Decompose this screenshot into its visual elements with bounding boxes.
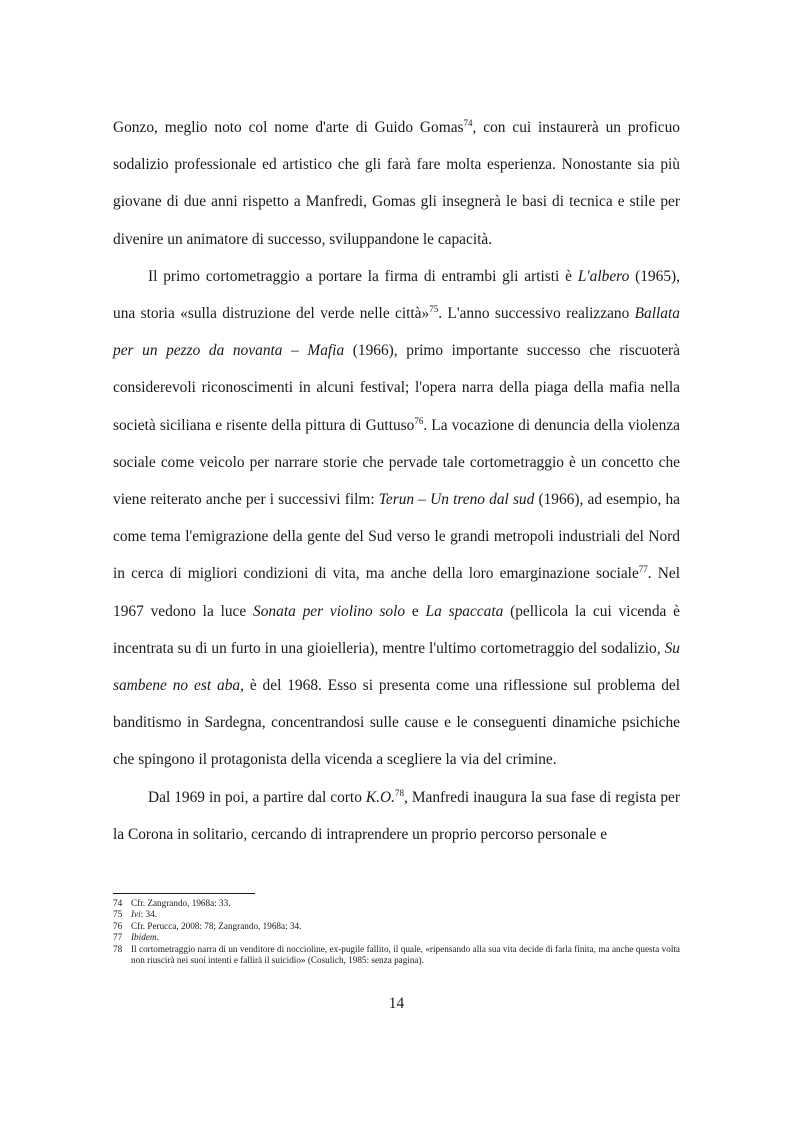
italic-text: Su sambene no est aba bbox=[113, 639, 680, 695]
footnote bbox=[113, 898, 680, 909]
text-run: (1966), primo importante successo che riscuoterà considerevoli riconoscimenti in alcuni festival; l'opera narra della piaga della mafia nella società siciliana e risente della pittura di Guttuso bbox=[113, 342, 680, 434]
footnote bbox=[113, 921, 680, 932]
paragraph bbox=[113, 109, 680, 258]
footnote-number: 78 bbox=[113, 943, 123, 954]
text-run: , è del 1968. Esso si presenta come una riflessione sul problema del banditismo in Sardegna, concentrandosi sulle cause e le conseguenti dinamiche psichiche che spingono il protagonista della vicenda a scegliere la via del crimine. bbox=[113, 677, 680, 769]
text-run: Il cortometraggio narra di un venditore di noccioline, ex-pugile fallito, il quale, «ripensando alla sua vita decide di farla finita, ma anche questa volta non riuscirà nei suoi intenti e fallirà il suicidio» (Cosulich, 1985: senza pagina). bbox=[131, 943, 680, 966]
text-run: . bbox=[156, 932, 159, 943]
text-run: e bbox=[405, 602, 426, 620]
footnote-ref: 74 bbox=[463, 118, 473, 128]
footnote bbox=[113, 944, 680, 967]
italic-text: Ivi bbox=[131, 909, 141, 920]
text-run: . La vocazione di denuncia della violenza sociale come veicolo per narrare storie che pervade tale cortometraggio è un concetto che viene reiterato anche per i successivi film: bbox=[113, 416, 680, 509]
footnote bbox=[113, 909, 680, 920]
footnotes bbox=[113, 898, 680, 966]
footnote-text bbox=[131, 921, 680, 932]
footnote-text bbox=[131, 932, 680, 943]
footnote-number: 77 bbox=[113, 932, 123, 943]
paragraph bbox=[113, 779, 680, 853]
italic-text: Ibidem bbox=[131, 932, 157, 943]
text-run: . L'anno successivo realizzano bbox=[438, 305, 635, 323]
body-text bbox=[113, 109, 680, 853]
footnote-number: 75 bbox=[113, 909, 123, 920]
text-run: , con cui instaurerà un proficuo sodalizio professionale ed artistico che gli farà fare molta esperienza. Nonostante sia più giovane di due anni rispetto a Manfredi, Gomas gli insegnerà le basi di tecnica e stile per divenire un animatore di successo, sviluppandone le capacità. bbox=[113, 119, 680, 248]
text-run: Il primo cortometraggio a portare la firma di entrambi gli artisti è bbox=[148, 267, 578, 285]
italic-text: Ballata per un pezzo da novanta – Mafia bbox=[113, 305, 680, 360]
italic-text: K.O. bbox=[365, 788, 395, 806]
footnote bbox=[113, 932, 680, 943]
page-number: 14 bbox=[388, 995, 405, 1012]
paragraph bbox=[113, 258, 680, 779]
italic-text: Terun – Un treno dal sud bbox=[378, 491, 535, 509]
footnote-number: 74 bbox=[113, 898, 123, 908]
text-run: Cfr. Zangrando, 1968a: 33. bbox=[131, 898, 231, 908]
footnote-text bbox=[131, 909, 680, 920]
text-run: (1965), una storia «sulla distruzione del verde nelle città» bbox=[113, 267, 680, 323]
footnote-ref: 77 bbox=[638, 564, 648, 575]
text-run: : 34. bbox=[140, 909, 158, 920]
footnote-number: 76 bbox=[113, 920, 123, 931]
text-run: , Manfredi inaugura la sua fase di regista per la Corona in solitario, cercando di intraprendere un proprio percorso personale e bbox=[113, 788, 680, 843]
italic-text: L'albero bbox=[577, 267, 630, 285]
footnote-text bbox=[131, 944, 680, 967]
text-run: . Nel 1967 vedono la luce bbox=[113, 565, 680, 620]
italic-text: Sonata per violino solo bbox=[253, 602, 406, 620]
italic-text: La spaccata bbox=[425, 602, 504, 620]
footnote-separator bbox=[113, 893, 255, 894]
footnote-ref: 75 bbox=[429, 304, 439, 315]
text-run: Gonzo, meglio noto col nome d'arte di Guido Gomas bbox=[113, 119, 464, 136]
text-run: Dal 1969 in poi, a partire dal corto bbox=[148, 788, 366, 806]
footnote-text bbox=[131, 898, 680, 909]
footnote-ref: 76 bbox=[414, 415, 424, 426]
text-run: (pellicola la cui vicenda è incentrata su di un furto in una gioielleria), mentre l'ultimo cortometraggio del sodalizio, bbox=[113, 602, 681, 657]
footnote-ref: 78 bbox=[394, 787, 404, 798]
text-run: Cfr. Perucca, 2008: 78; Zangrando, 1968a: 34. bbox=[131, 920, 302, 931]
text-run: (1966), ad esempio, ha come tema l'emigrazione della gente del Sud verso le grandi metropoli industriali del Nord in cerca di migliori condizioni di vita, ma anche della loro emarginazione sociale bbox=[113, 491, 680, 583]
